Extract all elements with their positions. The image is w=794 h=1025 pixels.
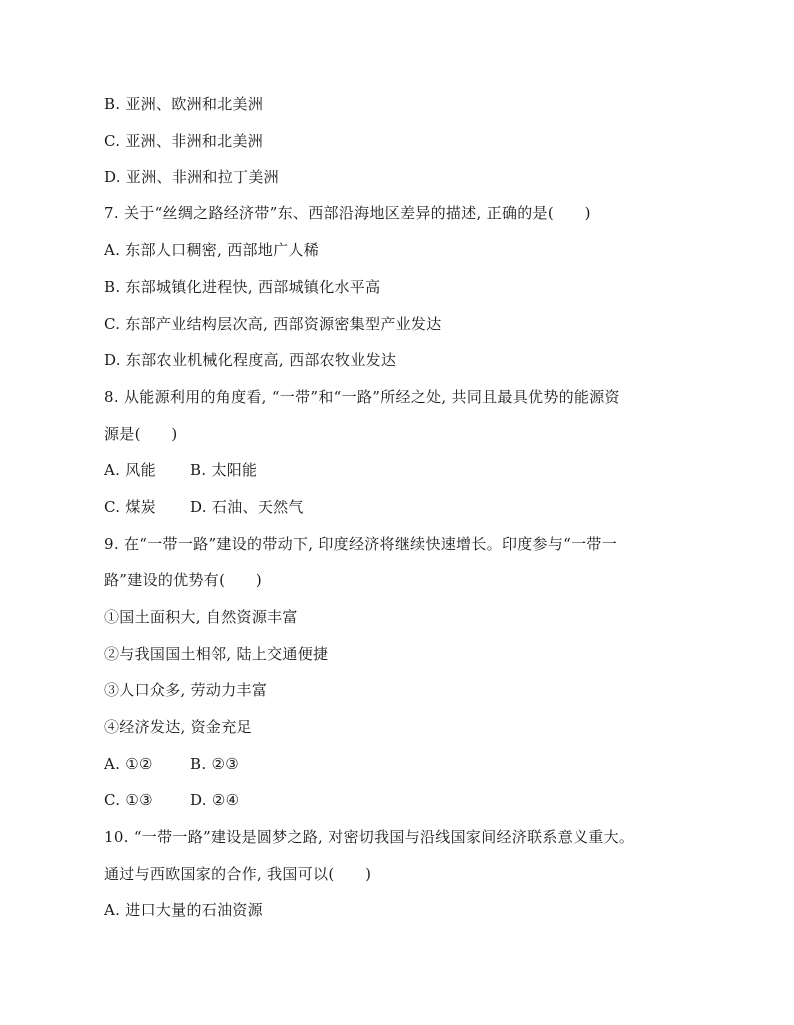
q9-option-a: A. ①② bbox=[104, 755, 153, 773]
q7-option-a: A. 东部人口稠密, 西部地广人稀 bbox=[104, 241, 320, 259]
q9-statement-1: ①国土面积大, 自然资源丰富 bbox=[104, 608, 298, 626]
q9-options-row-2 bbox=[104, 790, 239, 810]
q9-options-row-1 bbox=[104, 754, 239, 774]
q8-options-row-2 bbox=[104, 497, 304, 517]
q10-stem-line-1: 10. “一带一路”建设是圆梦之路, 对密切我国与沿线国家间经济联系意义重大。 bbox=[104, 828, 635, 846]
q6-option-c: C. 亚洲、非洲和北美洲 bbox=[104, 132, 264, 150]
q10-option-a: A. 进口大量的石油资源 bbox=[104, 901, 263, 919]
q7-stem: 7. 关于“丝绸之路经济带”东、西部沿海地区差异的描述, 正确的是( ) bbox=[104, 204, 591, 222]
q8-option-a: A. 风能 bbox=[104, 461, 156, 479]
q9-statement-2: ②与我国国土相邻, 陆上交通便捷 bbox=[104, 645, 329, 663]
q8-stem-line-1: 8. 从能源利用的角度看, “一带”和“一路”所经之处, 共同且最具优势的能源资 bbox=[104, 388, 620, 406]
q7-option-b: B. 东部城镇化进程快, 西部城镇化水平高 bbox=[104, 278, 381, 296]
q9-option-c: C. ①③ bbox=[104, 791, 153, 809]
q9-option-d: D. ②④ bbox=[190, 791, 240, 809]
q8-option-b: B. 太阳能 bbox=[190, 461, 258, 479]
q9-statement-3: ③人口众多, 劳动力丰富 bbox=[104, 681, 268, 699]
q7-option-d: D. 东部农业机械化程度高, 西部农牧业发达 bbox=[104, 351, 397, 369]
q10-stem-line-2: 通过与西欧国家的合作, 我国可以( ) bbox=[104, 865, 372, 883]
q9-stem-line-2: 路”建设的优势有( ) bbox=[104, 571, 262, 589]
q9-stem-line-1: 9. 在“一带一路”建设的带动下, 印度经济将继续快速增长。印度参与“一带一 bbox=[104, 535, 618, 553]
q8-option-d: D. 石油、天然气 bbox=[190, 498, 304, 516]
q8-options-row-1 bbox=[104, 460, 257, 480]
q7-option-c: C. 东部产业结构层次高, 西部资源密集型产业发达 bbox=[104, 315, 442, 333]
q6-option-d: D. 亚洲、非洲和拉丁美洲 bbox=[104, 168, 279, 186]
q8-stem-line-2: 源是( ) bbox=[104, 425, 178, 443]
q9-statement-4: ④经济发达, 资金充足 bbox=[104, 718, 252, 736]
q9-option-b: B. ②③ bbox=[190, 755, 239, 773]
q8-option-c: C. 煤炭 bbox=[104, 498, 156, 516]
q6-option-b: B. 亚洲、欧洲和北美洲 bbox=[104, 95, 264, 113]
